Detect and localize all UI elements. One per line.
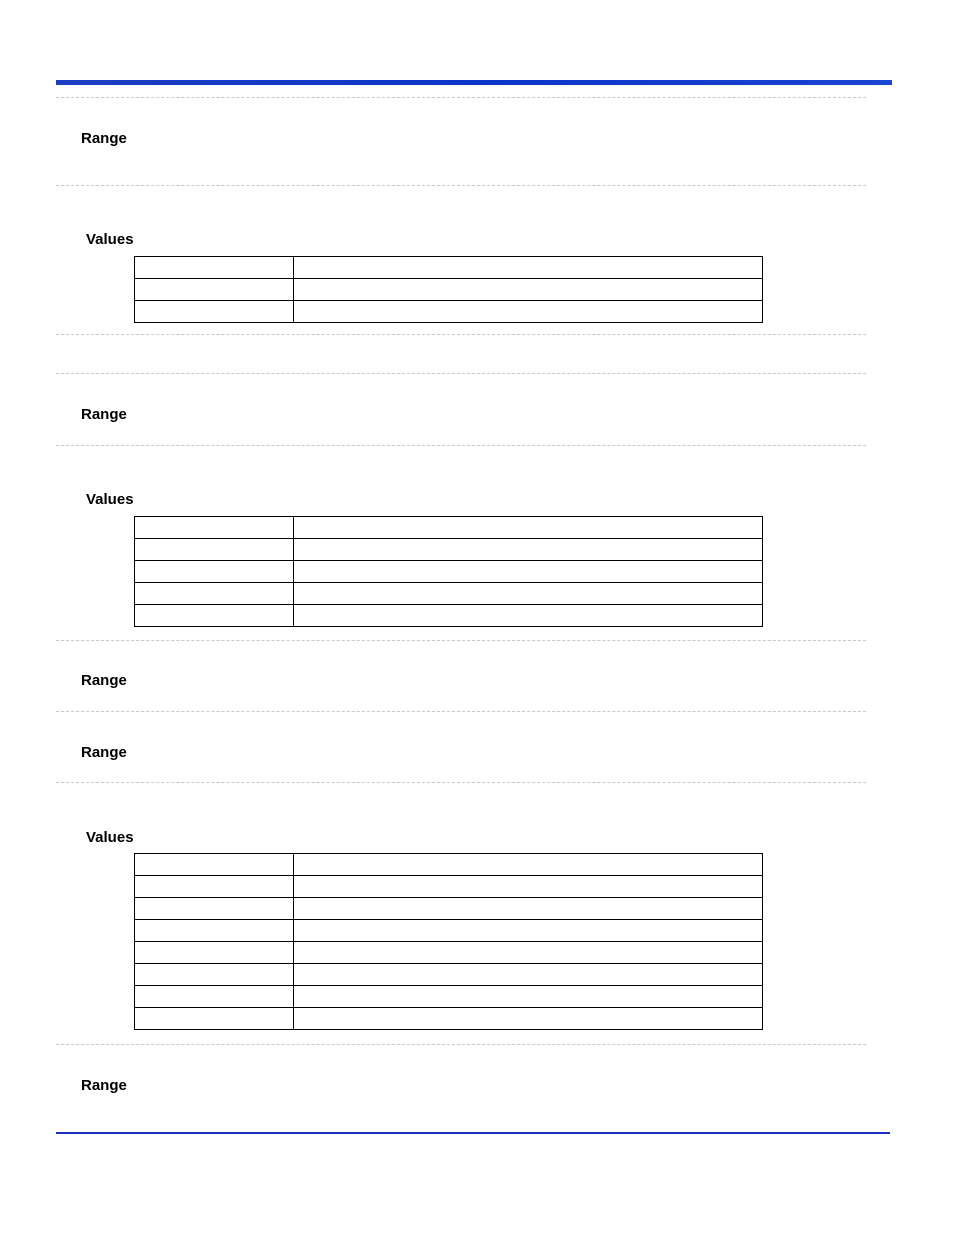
range-label: Range	[81, 1077, 127, 1094]
table-cell	[135, 279, 294, 301]
table-cell	[294, 605, 763, 627]
values-table	[134, 853, 763, 1030]
table-cell	[135, 964, 294, 986]
table-cell	[135, 257, 294, 279]
table-cell	[294, 257, 763, 279]
table-row	[135, 561, 763, 583]
separator	[56, 1044, 866, 1045]
table-row	[135, 517, 763, 539]
separator	[56, 334, 866, 335]
table-cell	[294, 583, 763, 605]
separator	[56, 445, 866, 446]
separator	[56, 711, 866, 712]
table-cell	[135, 301, 294, 323]
values-label: Values	[86, 491, 134, 508]
table-cell	[135, 942, 294, 964]
header-rule	[56, 80, 892, 85]
table-cell	[294, 920, 763, 942]
table-cell	[135, 605, 294, 627]
table-row	[135, 605, 763, 627]
values-label: Values	[86, 829, 134, 846]
table-cell	[135, 561, 294, 583]
table-cell	[135, 898, 294, 920]
values-table	[134, 256, 763, 323]
separator	[56, 373, 866, 374]
table-cell	[294, 539, 763, 561]
table-row	[135, 583, 763, 605]
table-row	[135, 876, 763, 898]
values-table	[134, 516, 763, 627]
table-cell	[294, 561, 763, 583]
separator	[56, 640, 866, 641]
separator	[56, 97, 866, 98]
range-label: Range	[81, 744, 127, 761]
table-row	[135, 301, 763, 323]
separator	[56, 185, 866, 186]
table-row	[135, 279, 763, 301]
table-cell	[135, 583, 294, 605]
table-cell	[294, 942, 763, 964]
table-row	[135, 920, 763, 942]
table-cell	[135, 876, 294, 898]
table-row	[135, 1008, 763, 1030]
table-cell	[294, 854, 763, 876]
table-cell	[294, 964, 763, 986]
range-label: Range	[81, 130, 127, 147]
table-cell	[135, 539, 294, 561]
table-cell	[294, 279, 763, 301]
table-row	[135, 986, 763, 1008]
range-label: Range	[81, 672, 127, 689]
table-cell	[135, 854, 294, 876]
table-cell	[294, 1008, 763, 1030]
table-row	[135, 257, 763, 279]
table-row	[135, 854, 763, 876]
table-cell	[135, 986, 294, 1008]
table-row	[135, 539, 763, 561]
table-row	[135, 942, 763, 964]
table-cell	[294, 898, 763, 920]
table-cell	[294, 986, 763, 1008]
table-cell	[135, 920, 294, 942]
table-cell	[294, 876, 763, 898]
values-label: Values	[86, 231, 134, 248]
table-row	[135, 964, 763, 986]
table-cell	[135, 517, 294, 539]
footer-rule	[56, 1132, 890, 1134]
table-cell	[294, 301, 763, 323]
table-cell	[135, 1008, 294, 1030]
range-label: Range	[81, 406, 127, 423]
table-row	[135, 898, 763, 920]
table-cell	[294, 517, 763, 539]
separator	[56, 782, 866, 783]
